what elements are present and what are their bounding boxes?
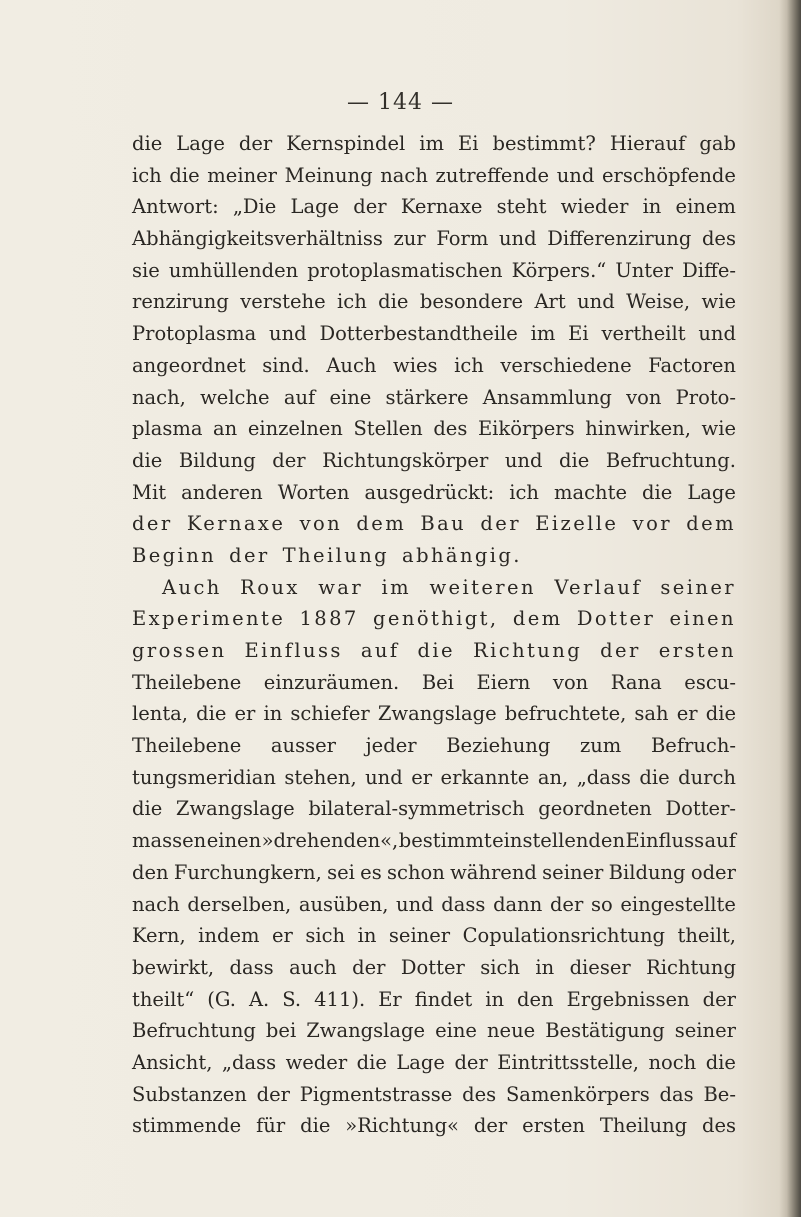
text-line	[132, 1079, 736, 1111]
word: (G.	[207, 987, 236, 1011]
word: Theilebene	[132, 734, 242, 758]
word: der	[480, 512, 521, 536]
word: und	[396, 892, 434, 916]
word: massen	[132, 829, 207, 853]
word: einzuräumen.	[263, 670, 400, 694]
word: Beginn	[132, 543, 217, 567]
text-line	[132, 889, 736, 921]
word: erkannte	[440, 765, 530, 789]
word: Abhängigkeitsverhältniss	[132, 227, 383, 251]
word: Be-	[703, 1082, 736, 1106]
word: eingestellte	[620, 892, 736, 916]
word: bestimmt?	[492, 132, 596, 155]
word: nach	[380, 163, 428, 187]
word: Antwort:	[132, 195, 219, 219]
text-line	[132, 318, 736, 350]
word: den	[132, 860, 169, 884]
text-line	[132, 191, 736, 223]
word: neue	[486, 1019, 536, 1043]
word: die	[639, 765, 670, 789]
word: einen	[669, 607, 736, 631]
word: Er	[378, 987, 402, 1011]
text-line	[132, 160, 736, 192]
word: Hierauf	[609, 132, 686, 155]
word: Kern,	[132, 924, 186, 948]
word: Körpers.“	[511, 258, 607, 282]
word: er	[271, 924, 293, 948]
word: findet	[414, 987, 473, 1011]
word: seiner	[660, 575, 736, 599]
word: des	[433, 417, 468, 441]
text-line	[132, 540, 736, 572]
word: seiner	[388, 924, 451, 948]
word: ich	[454, 353, 484, 377]
word: machte	[554, 480, 627, 504]
word: die	[196, 702, 227, 726]
word: theilt“	[132, 987, 195, 1011]
word: Eizelle	[535, 512, 619, 536]
word: jeder	[365, 734, 417, 758]
text-line	[132, 793, 736, 825]
word: 1887	[299, 607, 359, 631]
word: wie	[701, 417, 736, 441]
word: S.	[282, 987, 302, 1011]
word: bei	[265, 1019, 297, 1043]
word: escu-	[684, 670, 736, 694]
text-line	[132, 984, 736, 1016]
word: Bildung	[178, 448, 256, 472]
word: der	[600, 639, 641, 662]
word: weder	[285, 1050, 348, 1074]
word: anderen	[181, 480, 263, 504]
word: nach,	[132, 385, 186, 409]
word: dass	[441, 892, 486, 916]
word: die	[559, 448, 590, 472]
word: eine	[435, 1019, 477, 1043]
text-line	[132, 350, 736, 382]
word: Beziehung	[446, 734, 551, 758]
word: des	[701, 227, 736, 251]
word: ausser	[270, 734, 336, 758]
word: die	[132, 132, 163, 155]
word: eine	[329, 385, 372, 409]
word: einzelnen	[247, 417, 343, 441]
text-line	[132, 635, 736, 667]
word: es	[360, 860, 382, 884]
word: wies	[393, 353, 438, 377]
word: er	[234, 702, 256, 726]
word: Richtungskörper	[322, 448, 489, 472]
text-line	[132, 730, 736, 762]
word: Bildung	[608, 860, 686, 884]
word: Kernaxe	[400, 195, 483, 219]
word: Proto-	[675, 385, 736, 409]
word: schiefer	[290, 702, 370, 726]
word: besondere	[419, 290, 524, 314]
word: dann	[493, 892, 543, 916]
word: stärkere	[385, 385, 469, 409]
word: Pigmentstrasse	[299, 1082, 453, 1106]
word: die	[132, 448, 163, 472]
text-line	[132, 1047, 736, 1079]
word: und	[504, 448, 543, 472]
word: wie	[701, 290, 736, 314]
text-line	[132, 1110, 736, 1142]
word: abhängig.	[402, 543, 522, 567]
word: Differenzirung	[547, 227, 692, 251]
word: Unter	[615, 258, 674, 282]
word: Dotterbestandtheile	[319, 322, 518, 346]
word: genöthigt,	[373, 607, 499, 631]
word: zur	[393, 227, 426, 251]
word: Factoren	[648, 353, 736, 377]
word: Bau	[420, 512, 467, 536]
text-line	[132, 952, 736, 984]
word: Ei	[457, 132, 479, 155]
word: angeordnet	[132, 353, 246, 377]
text-line	[132, 762, 736, 794]
word: und	[269, 322, 307, 346]
word: Lage	[687, 480, 736, 504]
word: des	[701, 1114, 736, 1138]
text-line	[132, 445, 736, 477]
word: die	[642, 480, 673, 504]
word: die	[300, 1114, 331, 1138]
word: „dass	[576, 765, 631, 789]
page-number-header: — 144 —	[347, 90, 454, 115]
word: Befruchtung	[132, 1019, 256, 1043]
word: auch	[289, 955, 337, 979]
word: protoplasmatischen	[307, 258, 503, 282]
word: die	[705, 702, 736, 726]
word: in	[642, 195, 662, 219]
word: Eintrittsstelle,	[497, 1050, 639, 1074]
word: Befruch-	[650, 734, 736, 758]
word: Zwangslage	[175, 797, 295, 821]
word: im	[530, 322, 556, 346]
word: „Die	[232, 195, 277, 219]
word: nach	[132, 892, 180, 916]
word: des	[462, 1082, 497, 1106]
word: Kernspindel	[286, 132, 406, 155]
word: ersten	[522, 1114, 585, 1138]
text-line	[132, 825, 736, 857]
word: Art	[534, 290, 566, 314]
word: 411).	[314, 987, 366, 1011]
text-line	[132, 667, 736, 699]
text-line	[132, 382, 736, 414]
word: sind.	[262, 353, 310, 377]
word: Substanzen	[132, 1082, 247, 1106]
word: dem	[356, 512, 407, 536]
word: Bestätigung	[545, 1019, 665, 1043]
word: Ergebnissen	[566, 987, 690, 1011]
word: die	[356, 1050, 387, 1074]
word: an,	[537, 765, 569, 789]
word: er	[411, 765, 433, 789]
word: vor	[632, 512, 672, 536]
word: noch	[648, 1050, 697, 1074]
word: weiteren	[429, 575, 536, 599]
word: Meinung	[284, 163, 373, 187]
word: sie	[132, 258, 160, 282]
text-line	[132, 1015, 736, 1047]
word: Eiern	[476, 670, 531, 694]
text-line	[132, 255, 736, 287]
word: der	[238, 132, 273, 155]
word: welche	[200, 385, 270, 409]
word: das	[659, 1082, 694, 1106]
word: »drehenden«,	[261, 829, 399, 853]
word: ersten	[658, 639, 736, 662]
word: von	[626, 385, 662, 409]
word: Ansammlung	[482, 385, 612, 409]
word: so	[590, 892, 613, 916]
word: sei	[327, 860, 355, 884]
text-line	[132, 920, 736, 952]
word: Bei	[421, 670, 454, 694]
word: Richtung	[646, 955, 736, 979]
word: bilateral-symmetrisch	[308, 797, 525, 821]
word: Richtung	[473, 639, 583, 662]
word: ich	[337, 290, 367, 314]
word: der	[272, 448, 306, 472]
word: »Richtung«	[345, 1114, 459, 1138]
text-line	[132, 572, 736, 604]
word: und	[498, 227, 537, 251]
word: den	[517, 987, 554, 1011]
word: in	[357, 924, 377, 948]
word: ausüben,	[298, 892, 389, 916]
word: verschiedene	[500, 353, 632, 377]
text-line	[132, 698, 736, 730]
word: Lage	[396, 1050, 445, 1074]
word: der	[353, 195, 387, 219]
word: in	[485, 987, 505, 1011]
word: er	[676, 702, 698, 726]
word: lenta,	[132, 702, 188, 726]
word: seiner	[542, 860, 604, 884]
word: Worten	[277, 480, 350, 504]
word: tungsmeridian	[132, 765, 276, 789]
word: Theilung	[599, 1114, 688, 1138]
word: Mit	[132, 480, 167, 504]
word: der	[352, 955, 386, 979]
word: Theilebene	[132, 670, 242, 694]
word: Kernaxe	[186, 512, 286, 536]
word: bewirkt,	[132, 955, 215, 979]
word: der	[549, 892, 584, 916]
word: „dass	[221, 1050, 277, 1074]
word: Theilung	[282, 543, 390, 567]
word: in	[263, 702, 283, 726]
word: dem	[512, 607, 563, 631]
word: durch	[678, 765, 736, 789]
word: sich	[305, 924, 346, 948]
word: seiner	[674, 1019, 736, 1043]
word: derselben,	[187, 892, 292, 916]
word: Weise,	[626, 290, 691, 314]
word: Eikörpers	[477, 417, 575, 441]
word: auf	[283, 385, 316, 409]
word: Form	[436, 227, 489, 251]
word: ich	[132, 163, 162, 187]
word: einem	[675, 195, 736, 219]
word: und	[556, 163, 595, 187]
word: auf	[360, 639, 400, 662]
word: Ansicht,	[132, 1050, 213, 1074]
word: grossen	[132, 639, 227, 662]
word: vertheilt	[601, 322, 686, 346]
word: sich	[480, 955, 520, 979]
word: Dotter-	[665, 797, 736, 821]
word: die	[169, 163, 200, 187]
text-line	[132, 477, 736, 509]
word: dass	[229, 955, 274, 979]
word: renzirung	[132, 290, 229, 314]
text-line	[132, 128, 736, 160]
word: Auch	[326, 353, 377, 377]
word: war	[318, 575, 364, 599]
word: die	[378, 290, 409, 314]
word: ausgedrückt:	[364, 480, 495, 504]
word: im	[381, 575, 412, 599]
word: im	[419, 132, 444, 155]
word: der	[473, 1114, 508, 1138]
word: zum	[579, 734, 622, 758]
text-line	[132, 223, 736, 255]
word: Auch	[162, 575, 222, 599]
text-line	[132, 857, 736, 889]
word: Zwangslage	[306, 1019, 426, 1043]
word: zutreffende	[435, 163, 550, 187]
word: A.	[248, 987, 270, 1011]
text-line	[132, 508, 736, 540]
word: schon	[387, 860, 445, 884]
word: der	[702, 987, 736, 1011]
word: meiner	[207, 163, 277, 187]
word: von	[552, 670, 589, 694]
word: Copulationsrichtung	[462, 924, 666, 948]
word: Zwangslage	[377, 702, 497, 726]
word: Experimente	[132, 607, 286, 631]
word: plasma	[132, 417, 203, 441]
word: Einfluss	[625, 829, 705, 853]
word: Protoplasma	[132, 322, 257, 346]
word: Dotter	[400, 955, 465, 979]
word: Einfluss	[244, 639, 343, 662]
word: dem	[686, 512, 736, 536]
word: stehen,	[284, 765, 357, 789]
word: Stellen	[353, 417, 423, 441]
word: Rana	[610, 670, 662, 694]
body-text	[132, 128, 736, 1142]
text-line	[132, 603, 736, 635]
word: steht	[496, 195, 547, 219]
word: ich	[509, 480, 539, 504]
word: theilt,	[677, 924, 736, 948]
word: Befruchtung.	[605, 448, 736, 472]
word: von	[299, 512, 343, 536]
word: erschöpfende	[601, 163, 736, 187]
text-line	[132, 286, 736, 318]
word: Lage	[176, 132, 225, 155]
word: befruchtete,	[504, 702, 627, 726]
word: hinwirken,	[585, 417, 691, 441]
word: sah	[634, 702, 669, 726]
word: indem	[198, 924, 260, 948]
word: geordneten	[538, 797, 652, 821]
word: und	[698, 322, 736, 346]
word: an	[213, 417, 238, 441]
word: die	[417, 639, 455, 662]
word: wieder	[560, 195, 629, 219]
word: Ei	[568, 322, 589, 346]
word: die	[132, 797, 163, 821]
word: Lage	[290, 195, 340, 219]
word: während	[450, 860, 537, 884]
word: und	[365, 765, 403, 789]
word: einstellenden	[492, 829, 625, 853]
word: der	[454, 1050, 488, 1074]
word: in	[535, 955, 555, 979]
word: der	[256, 1082, 290, 1106]
word: Dotter	[576, 607, 656, 631]
word: Samenkörpers	[505, 1082, 650, 1106]
word: verstehe	[240, 290, 326, 314]
word: für	[256, 1114, 286, 1138]
word: der	[132, 512, 173, 536]
word: und	[577, 290, 615, 314]
word: bestimmt	[398, 829, 492, 853]
word: Diffe-	[682, 258, 736, 282]
word: dieser	[569, 955, 631, 979]
word: auf	[704, 829, 736, 853]
binding-shadow	[779, 0, 801, 1217]
word: der	[229, 543, 270, 567]
word: stimmende	[132, 1114, 242, 1138]
word: Roux	[240, 575, 300, 599]
word: einen	[206, 829, 262, 853]
word: die	[705, 1050, 736, 1074]
word: Verlauf	[554, 575, 642, 599]
word: oder	[690, 860, 736, 884]
word: Furchungkern,	[173, 860, 322, 884]
text-line	[132, 413, 736, 445]
word: gab	[699, 132, 736, 155]
word: umhüllenden	[168, 258, 299, 282]
